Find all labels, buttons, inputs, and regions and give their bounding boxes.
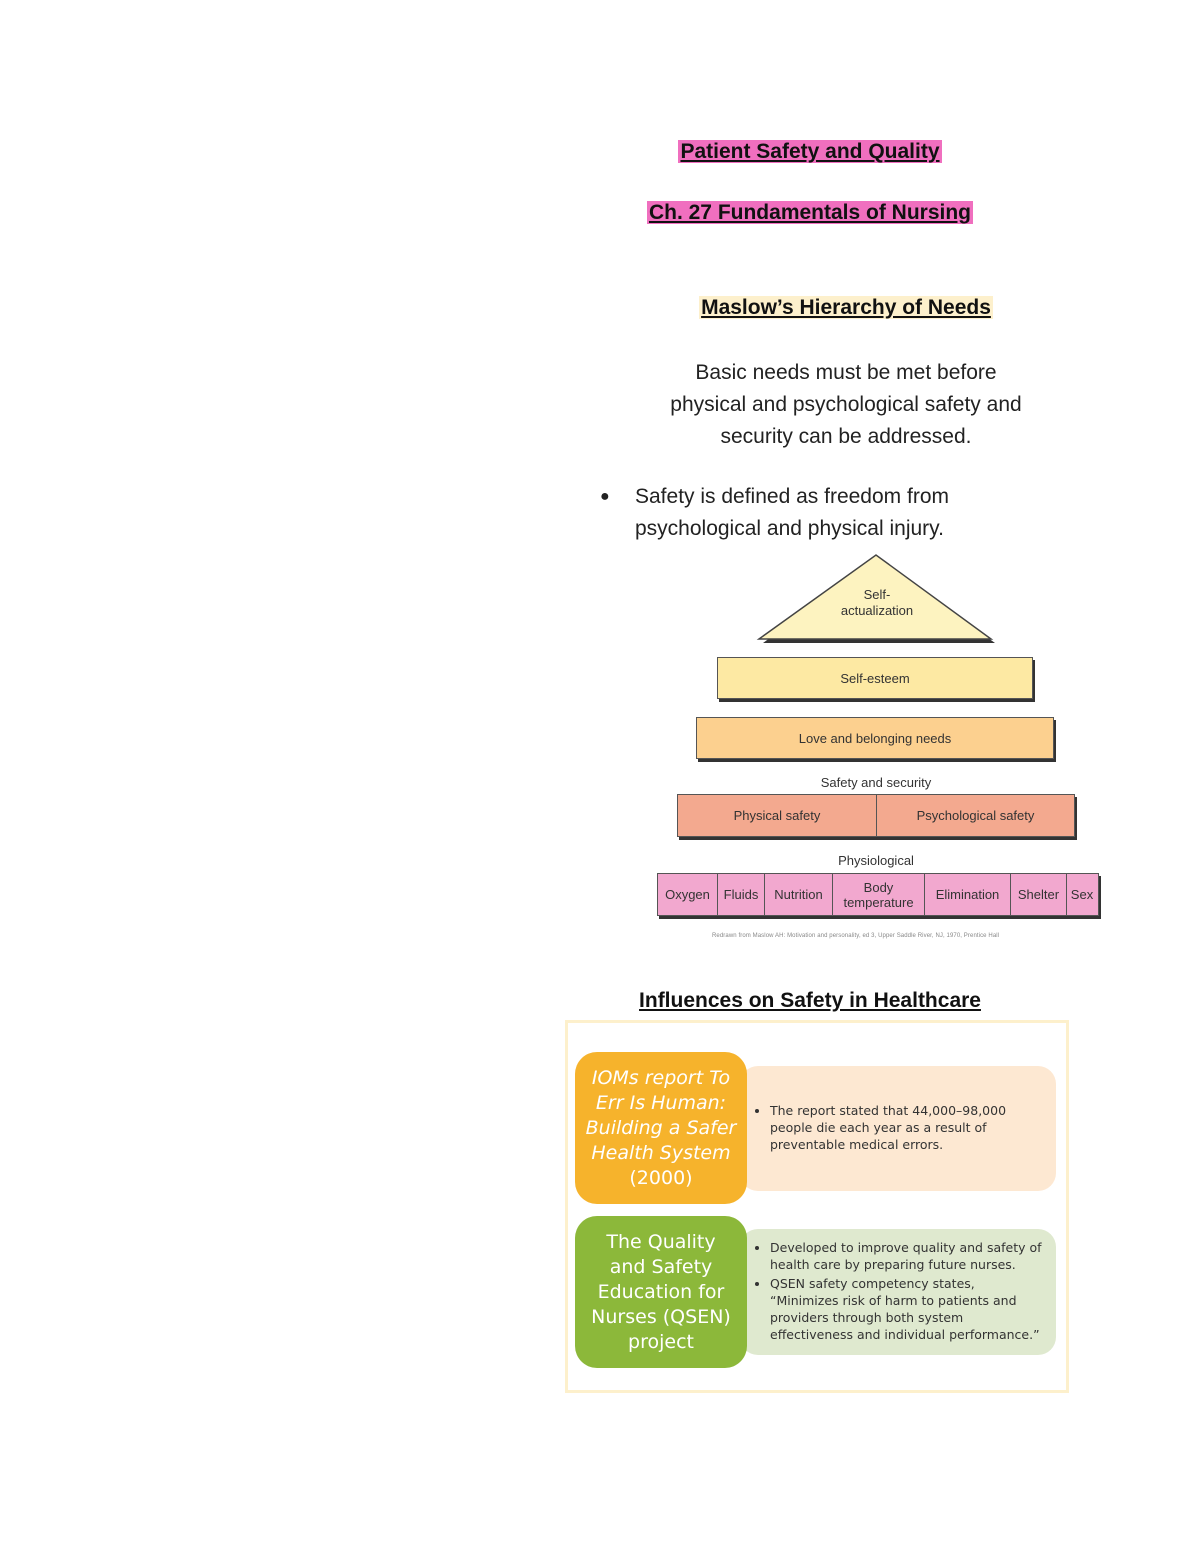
safety-bullet [600,481,1080,545]
physio-cell: Fluids [718,874,765,915]
physio-cell: Sex [1070,887,1094,902]
bullet-dot-icon: ● [600,488,610,505]
love-belonging-label: Love and belonging needs [798,730,952,746]
intro-line: Basic needs must be met before [695,361,997,384]
iom-bullets [760,1102,1042,1155]
psychological-safety-cell: Psychological safety [916,808,1035,823]
self-actualization-line: actualization [840,603,914,618]
safety-security-label: Safety and security [820,775,932,790]
iom-line: (2000) [629,1166,693,1189]
physio-cell: Oxygen [658,874,718,915]
qsen-bullet: • QSEN safety competency states, “Minimizes risk of harm to patients and providers through both system effectiveness and individual performance.” [770,1275,1042,1343]
page-title-row [560,140,1060,164]
iom-panel [740,1066,1056,1191]
influences-heading-row [560,989,1060,1013]
iom-line: Err Is Human: [595,1091,727,1114]
maslow-heading: Maslow’s Hierarchy of Needs [701,296,991,319]
iom-line: Building a Safer [585,1116,737,1139]
self-actualization-label [818,587,936,619]
qsen-line: Nurses (QSEN) [591,1305,731,1328]
maslow-intro [596,357,1096,453]
qsen-line: project [628,1330,694,1353]
page-title: Patient Safety and Quality [680,140,940,163]
qsen-panel [740,1229,1056,1355]
intro-line: physical and psychological safety and [670,393,1022,416]
influences-heading: Influences on Safety in Healthcare [639,989,981,1012]
intro-line: security can be addressed. [720,425,972,448]
qsen-bullet: • Developed to improve quality and safety of health care by preparing future nurses. [770,1239,1042,1273]
physical-safety-cell: Physical safety [678,795,877,836]
self-esteem-tier [717,657,1033,699]
qsen-line: The Quality [606,1230,716,1253]
qsen-bullets [760,1239,1042,1345]
qsen-line: and Safety [609,1255,713,1278]
physio-cell: Elimination [925,874,1011,915]
physio-cell: Shelter [1011,874,1067,915]
iom-line: IOMs report To [591,1066,731,1089]
qsen-pill [575,1216,747,1368]
qsen-line: Education for [597,1280,725,1303]
physio-cell: Nutrition [765,874,833,915]
bullet-line: Safety is defined as freedom from [635,485,949,508]
self-esteem-label: Self-esteem [840,670,910,686]
iom-line: Health System [591,1141,731,1164]
iom-bullet: • The report stated that 44,000–98,000 people die each year as a result of preventable medical errors. [770,1102,1042,1153]
iom-report-pill [575,1052,747,1204]
maslow-heading-row [596,296,1096,320]
chapter-row [560,201,1060,225]
bullet-line: psychological and physical injury. [635,517,944,540]
physiological-tier [657,873,1099,916]
figure-caption: Redrawn from Maslow AH: Motivation and personality, ed 3, Upper Saddle River, NJ, 1970, Prentice Hall [712,933,1000,939]
love-belonging-tier [696,717,1054,759]
safety-tier [677,794,1075,837]
physiological-label: Physiological [838,853,914,868]
physio-cell: Body temperature [833,874,925,915]
self-actualization-line: Self- [863,587,891,602]
chapter-title: Ch. 27 Fundamentals of Nursing [648,201,972,224]
